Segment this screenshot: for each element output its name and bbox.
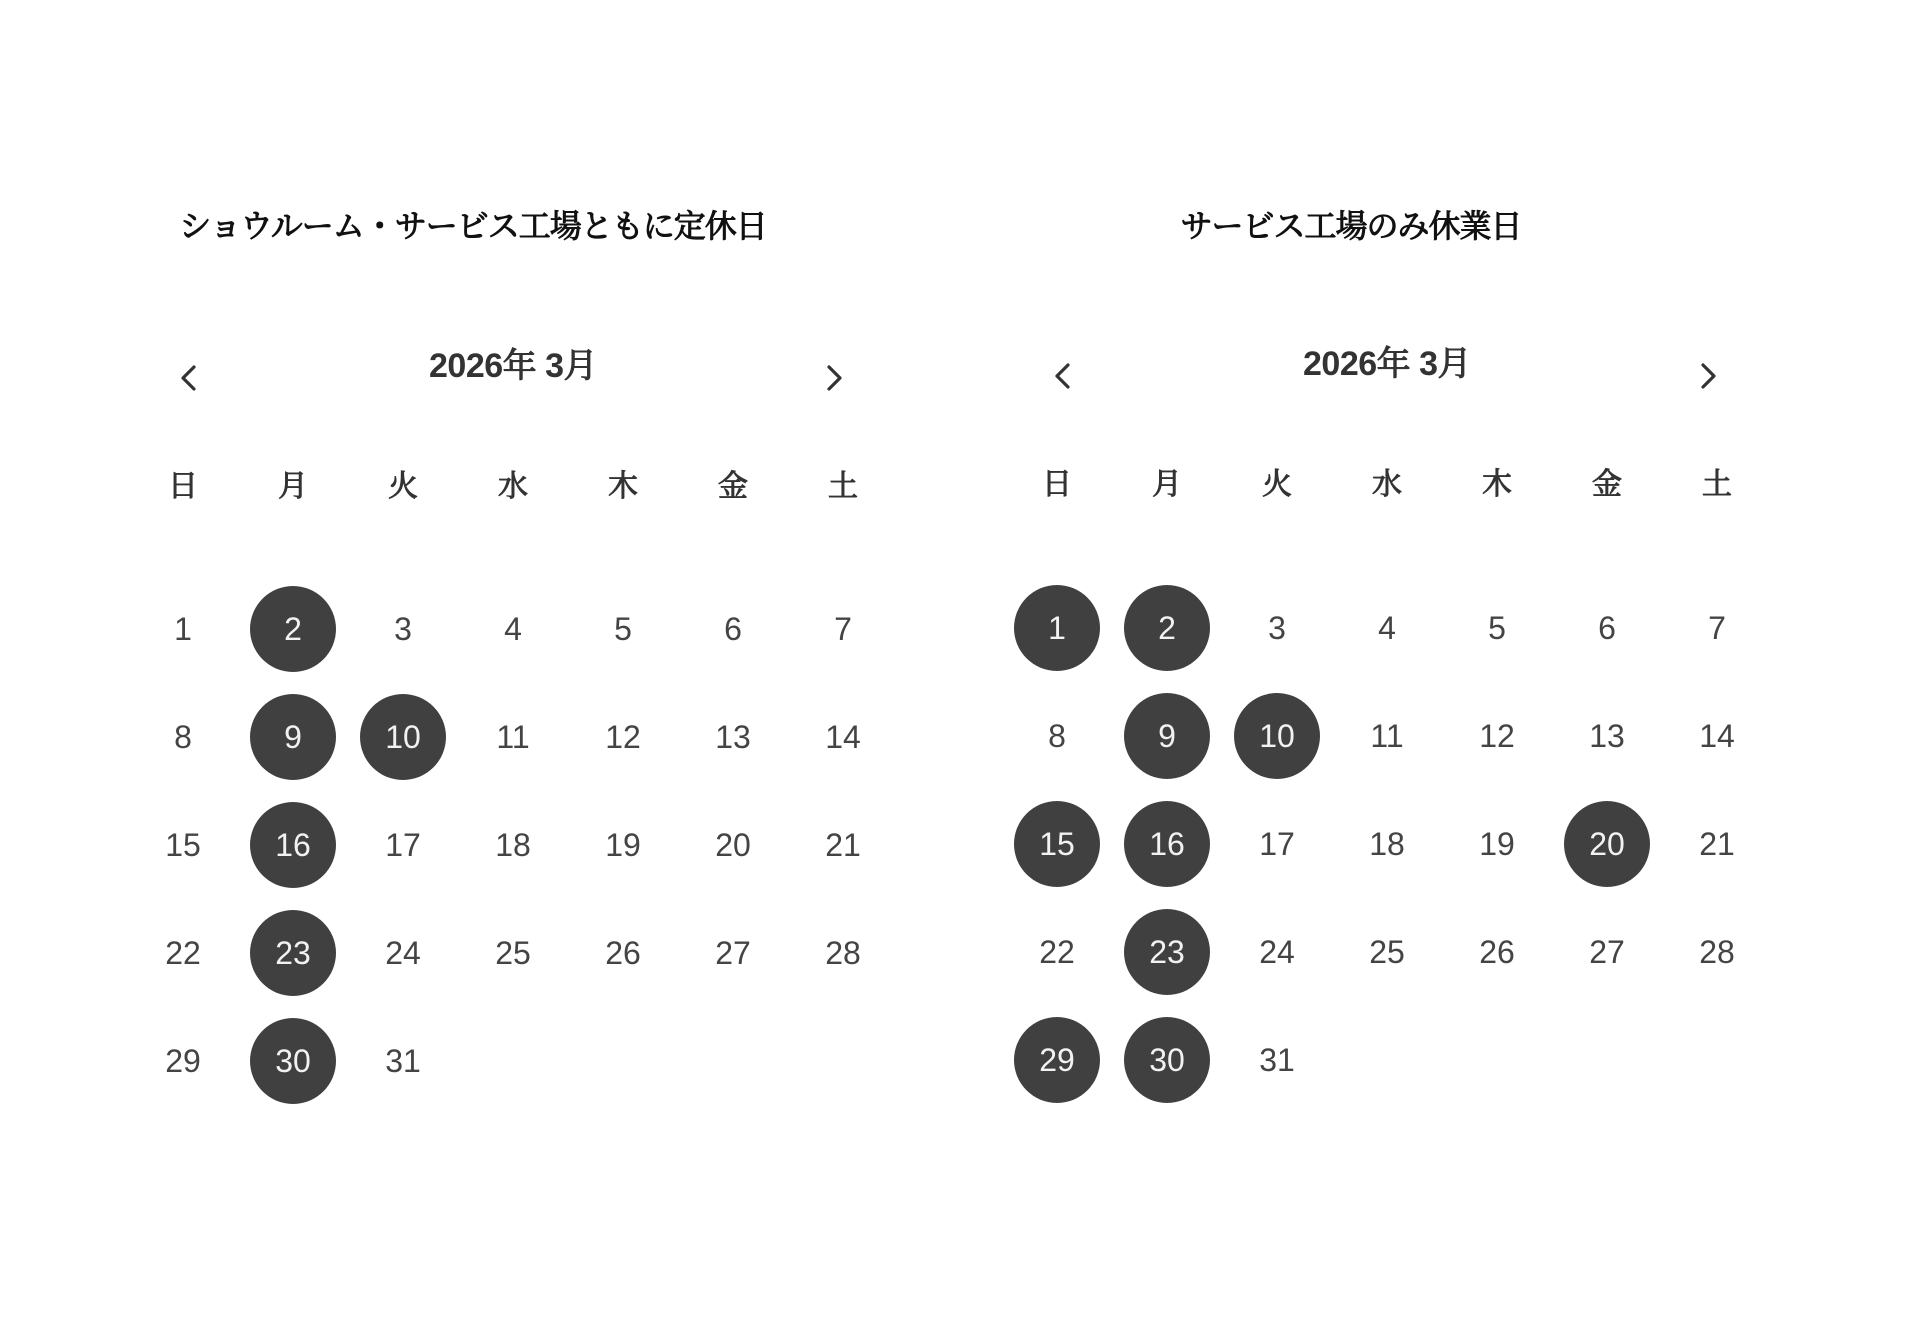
day-cell[interactable] [238, 693, 348, 781]
day-cell[interactable] [1552, 584, 1662, 672]
day-cell[interactable] [238, 909, 348, 997]
day-number[interactable]: 19 [1479, 825, 1515, 862]
calendar-panel-showroom-and-service [93, 0, 893, 1326]
day-cell[interactable] [348, 585, 458, 673]
closed-day-badge[interactable]: 1 [1014, 585, 1100, 671]
day-number[interactable]: 14 [825, 718, 861, 755]
day-grid [128, 585, 898, 1125]
closed-day-badge[interactable]: 16 [250, 802, 336, 888]
day-number[interactable]: 28 [825, 934, 861, 971]
month-title: 2026年 3月 [1303, 345, 1471, 383]
day-number[interactable]: 11 [1370, 717, 1404, 754]
day-number[interactable]: 15 [165, 826, 201, 863]
day-cell[interactable] [678, 801, 788, 889]
day-cell[interactable] [568, 693, 678, 781]
day-number[interactable]: 11 [496, 718, 530, 755]
day-cell[interactable] [788, 909, 898, 997]
day-cell[interactable] [1222, 692, 1332, 780]
day-number[interactable]: 24 [1259, 933, 1295, 970]
month-title: 2026年 3月 [429, 347, 597, 385]
calendar-panel-service-only [967, 0, 1767, 1326]
section-title: サービス工場のみ休業日 [1180, 208, 1522, 244]
day-cell[interactable] [1332, 800, 1442, 888]
day-cell[interactable] [128, 585, 238, 673]
weekday-sat: 土 [828, 470, 858, 503]
day-number[interactable]: 29 [165, 1042, 201, 1079]
day-number[interactable]: 3 [394, 610, 412, 647]
day-number[interactable]: 25 [1369, 933, 1405, 970]
day-number[interactable]: 27 [715, 934, 751, 971]
day-cell[interactable] [1552, 692, 1662, 780]
weekday-fri: 金 [718, 470, 748, 503]
next-month-button[interactable] [1689, 358, 1729, 398]
day-number[interactable]: 21 [1699, 825, 1735, 862]
closed-day-badge[interactable]: 29 [1014, 1017, 1100, 1103]
day-number[interactable]: 24 [385, 934, 421, 971]
day-number[interactable]: 4 [1378, 609, 1396, 646]
day-number[interactable]: 26 [605, 934, 641, 971]
day-cell[interactable] [1662, 692, 1772, 780]
closed-day-badge[interactable]: 23 [1124, 909, 1210, 995]
day-cell[interactable] [1662, 908, 1772, 996]
weekday-sun: 日 [1042, 468, 1072, 501]
closed-day-badge[interactable]: 10 [360, 694, 446, 780]
day-number[interactable]: 17 [1259, 825, 1295, 862]
day-cell[interactable] [1002, 800, 1112, 888]
weekday-mon: 月 [278, 470, 308, 503]
day-cell[interactable] [1222, 1016, 1332, 1104]
day-cell[interactable] [1552, 908, 1662, 996]
day-number[interactable]: 20 [715, 826, 751, 863]
day-number[interactable]: 28 [1699, 933, 1735, 970]
closed-day-badge[interactable]: 9 [250, 694, 336, 780]
weekday-fri: 金 [1592, 468, 1622, 501]
day-cell[interactable] [1002, 692, 1112, 780]
day-cell[interactable] [1222, 584, 1332, 672]
weekday-mon: 月 [1152, 468, 1182, 501]
day-cell[interactable] [1002, 1016, 1112, 1104]
weekday-thu: 木 [608, 470, 638, 503]
calendar-header [128, 346, 898, 390]
day-cell[interactable] [238, 1017, 348, 1105]
day-cell[interactable] [348, 801, 458, 889]
day-number[interactable]: 8 [1048, 717, 1066, 754]
day-number[interactable]: 7 [1708, 609, 1726, 646]
day-number[interactable]: 13 [1589, 717, 1625, 754]
day-number[interactable]: 5 [1488, 609, 1506, 646]
weekday-header-row [128, 468, 898, 506]
day-cell[interactable] [348, 1017, 458, 1105]
day-number[interactable]: 7 [834, 610, 852, 647]
day-number[interactable]: 6 [1598, 609, 1616, 646]
day-cell[interactable] [1112, 800, 1222, 888]
closed-day-badge[interactable]: 15 [1014, 801, 1100, 887]
day-cell[interactable] [1552, 800, 1662, 888]
day-cell[interactable] [128, 801, 238, 889]
day-number[interactable]: 27 [1589, 933, 1625, 970]
weekday-tue: 火 [388, 470, 418, 503]
closed-day-badge[interactable]: 30 [1124, 1017, 1210, 1103]
closed-day-badge[interactable]: 2 [250, 586, 336, 672]
weekday-sun: 日 [168, 470, 198, 503]
day-grid [1002, 584, 1772, 1124]
closed-day-badge[interactable]: 10 [1234, 693, 1320, 779]
closed-day-badge[interactable]: 23 [250, 910, 336, 996]
day-number[interactable]: 12 [1479, 717, 1515, 754]
day-cell[interactable] [568, 801, 678, 889]
day-number[interactable]: 13 [715, 718, 751, 755]
day-cell[interactable] [678, 693, 788, 781]
weekday-header-row [1002, 466, 1772, 504]
day-number[interactable]: 21 [825, 826, 861, 863]
day-cell[interactable] [1662, 800, 1772, 888]
day-number[interactable]: 19 [605, 826, 641, 863]
day-cell[interactable] [678, 585, 788, 673]
day-cell[interactable] [1332, 908, 1442, 996]
day-number[interactable]: 31 [1259, 1041, 1295, 1078]
chevron-right-icon [826, 363, 844, 398]
next-month-button[interactable] [815, 360, 855, 400]
weekday-wed: 水 [498, 470, 528, 503]
day-number[interactable]: 22 [165, 934, 201, 971]
day-cell[interactable] [568, 585, 678, 673]
day-number[interactable]: 26 [1479, 933, 1515, 970]
day-number[interactable]: 31 [385, 1042, 421, 1079]
closed-day-badge[interactable]: 2 [1124, 585, 1210, 671]
day-cell[interactable] [1442, 692, 1552, 780]
day-cell[interactable] [458, 801, 568, 889]
day-cell[interactable] [1332, 584, 1442, 672]
day-number[interactable]: 25 [495, 934, 531, 971]
day-cell[interactable] [238, 801, 348, 889]
closed-day-badge[interactable]: 20 [1564, 801, 1650, 887]
day-cell[interactable] [1442, 584, 1552, 672]
day-cell[interactable] [238, 585, 348, 673]
day-number[interactable]: 14 [1699, 717, 1735, 754]
day-cell[interactable] [348, 693, 458, 781]
day-cell[interactable] [1222, 908, 1332, 996]
closed-day-badge[interactable]: 30 [250, 1018, 336, 1104]
day-cell[interactable] [678, 909, 788, 997]
day-cell[interactable] [348, 909, 458, 997]
day-cell[interactable] [568, 909, 678, 997]
day-cell[interactable] [128, 693, 238, 781]
closed-day-badge[interactable]: 16 [1124, 801, 1210, 887]
weekday-sat: 土 [1702, 468, 1732, 501]
day-number[interactable]: 18 [1369, 825, 1405, 862]
chevron-right-icon [1700, 361, 1718, 396]
day-cell[interactable] [1332, 692, 1442, 780]
weekday-tue: 火 [1262, 468, 1292, 501]
day-cell[interactable] [1002, 584, 1112, 672]
day-cell[interactable] [1662, 584, 1772, 672]
day-cell[interactable] [1112, 1016, 1222, 1104]
closed-day-badge[interactable]: 9 [1124, 693, 1210, 779]
day-number[interactable]: 6 [724, 610, 742, 647]
day-number[interactable]: 12 [605, 718, 641, 755]
section-title: ショウルーム・サービス工場ともに定休日 [179, 208, 767, 244]
day-cell[interactable] [1112, 692, 1222, 780]
day-cell[interactable] [1112, 584, 1222, 672]
day-number[interactable]: 8 [174, 718, 192, 755]
day-cell[interactable] [458, 909, 568, 997]
weekday-thu: 木 [1482, 468, 1512, 501]
day-cell[interactable] [458, 585, 568, 673]
day-cell[interactable] [1222, 800, 1332, 888]
day-cell[interactable] [128, 1017, 238, 1105]
day-cell[interactable] [788, 801, 898, 889]
day-number[interactable]: 22 [1039, 933, 1075, 970]
weekday-wed: 水 [1372, 468, 1402, 501]
day-number[interactable]: 3 [1268, 609, 1286, 646]
day-number[interactable]: 18 [495, 826, 531, 863]
day-cell[interactable] [788, 693, 898, 781]
day-number[interactable]: 4 [504, 610, 522, 647]
day-number[interactable]: 17 [385, 826, 421, 863]
day-cell[interactable] [1442, 908, 1552, 996]
day-number[interactable]: 1 [174, 610, 192, 647]
calendar-header [1002, 344, 1772, 388]
day-cell[interactable] [1112, 908, 1222, 996]
day-cell[interactable] [128, 909, 238, 997]
day-cell[interactable] [788, 585, 898, 673]
day-cell[interactable] [1002, 908, 1112, 996]
day-number[interactable]: 5 [614, 610, 632, 647]
day-cell[interactable] [1442, 800, 1552, 888]
day-cell[interactable] [458, 693, 568, 781]
